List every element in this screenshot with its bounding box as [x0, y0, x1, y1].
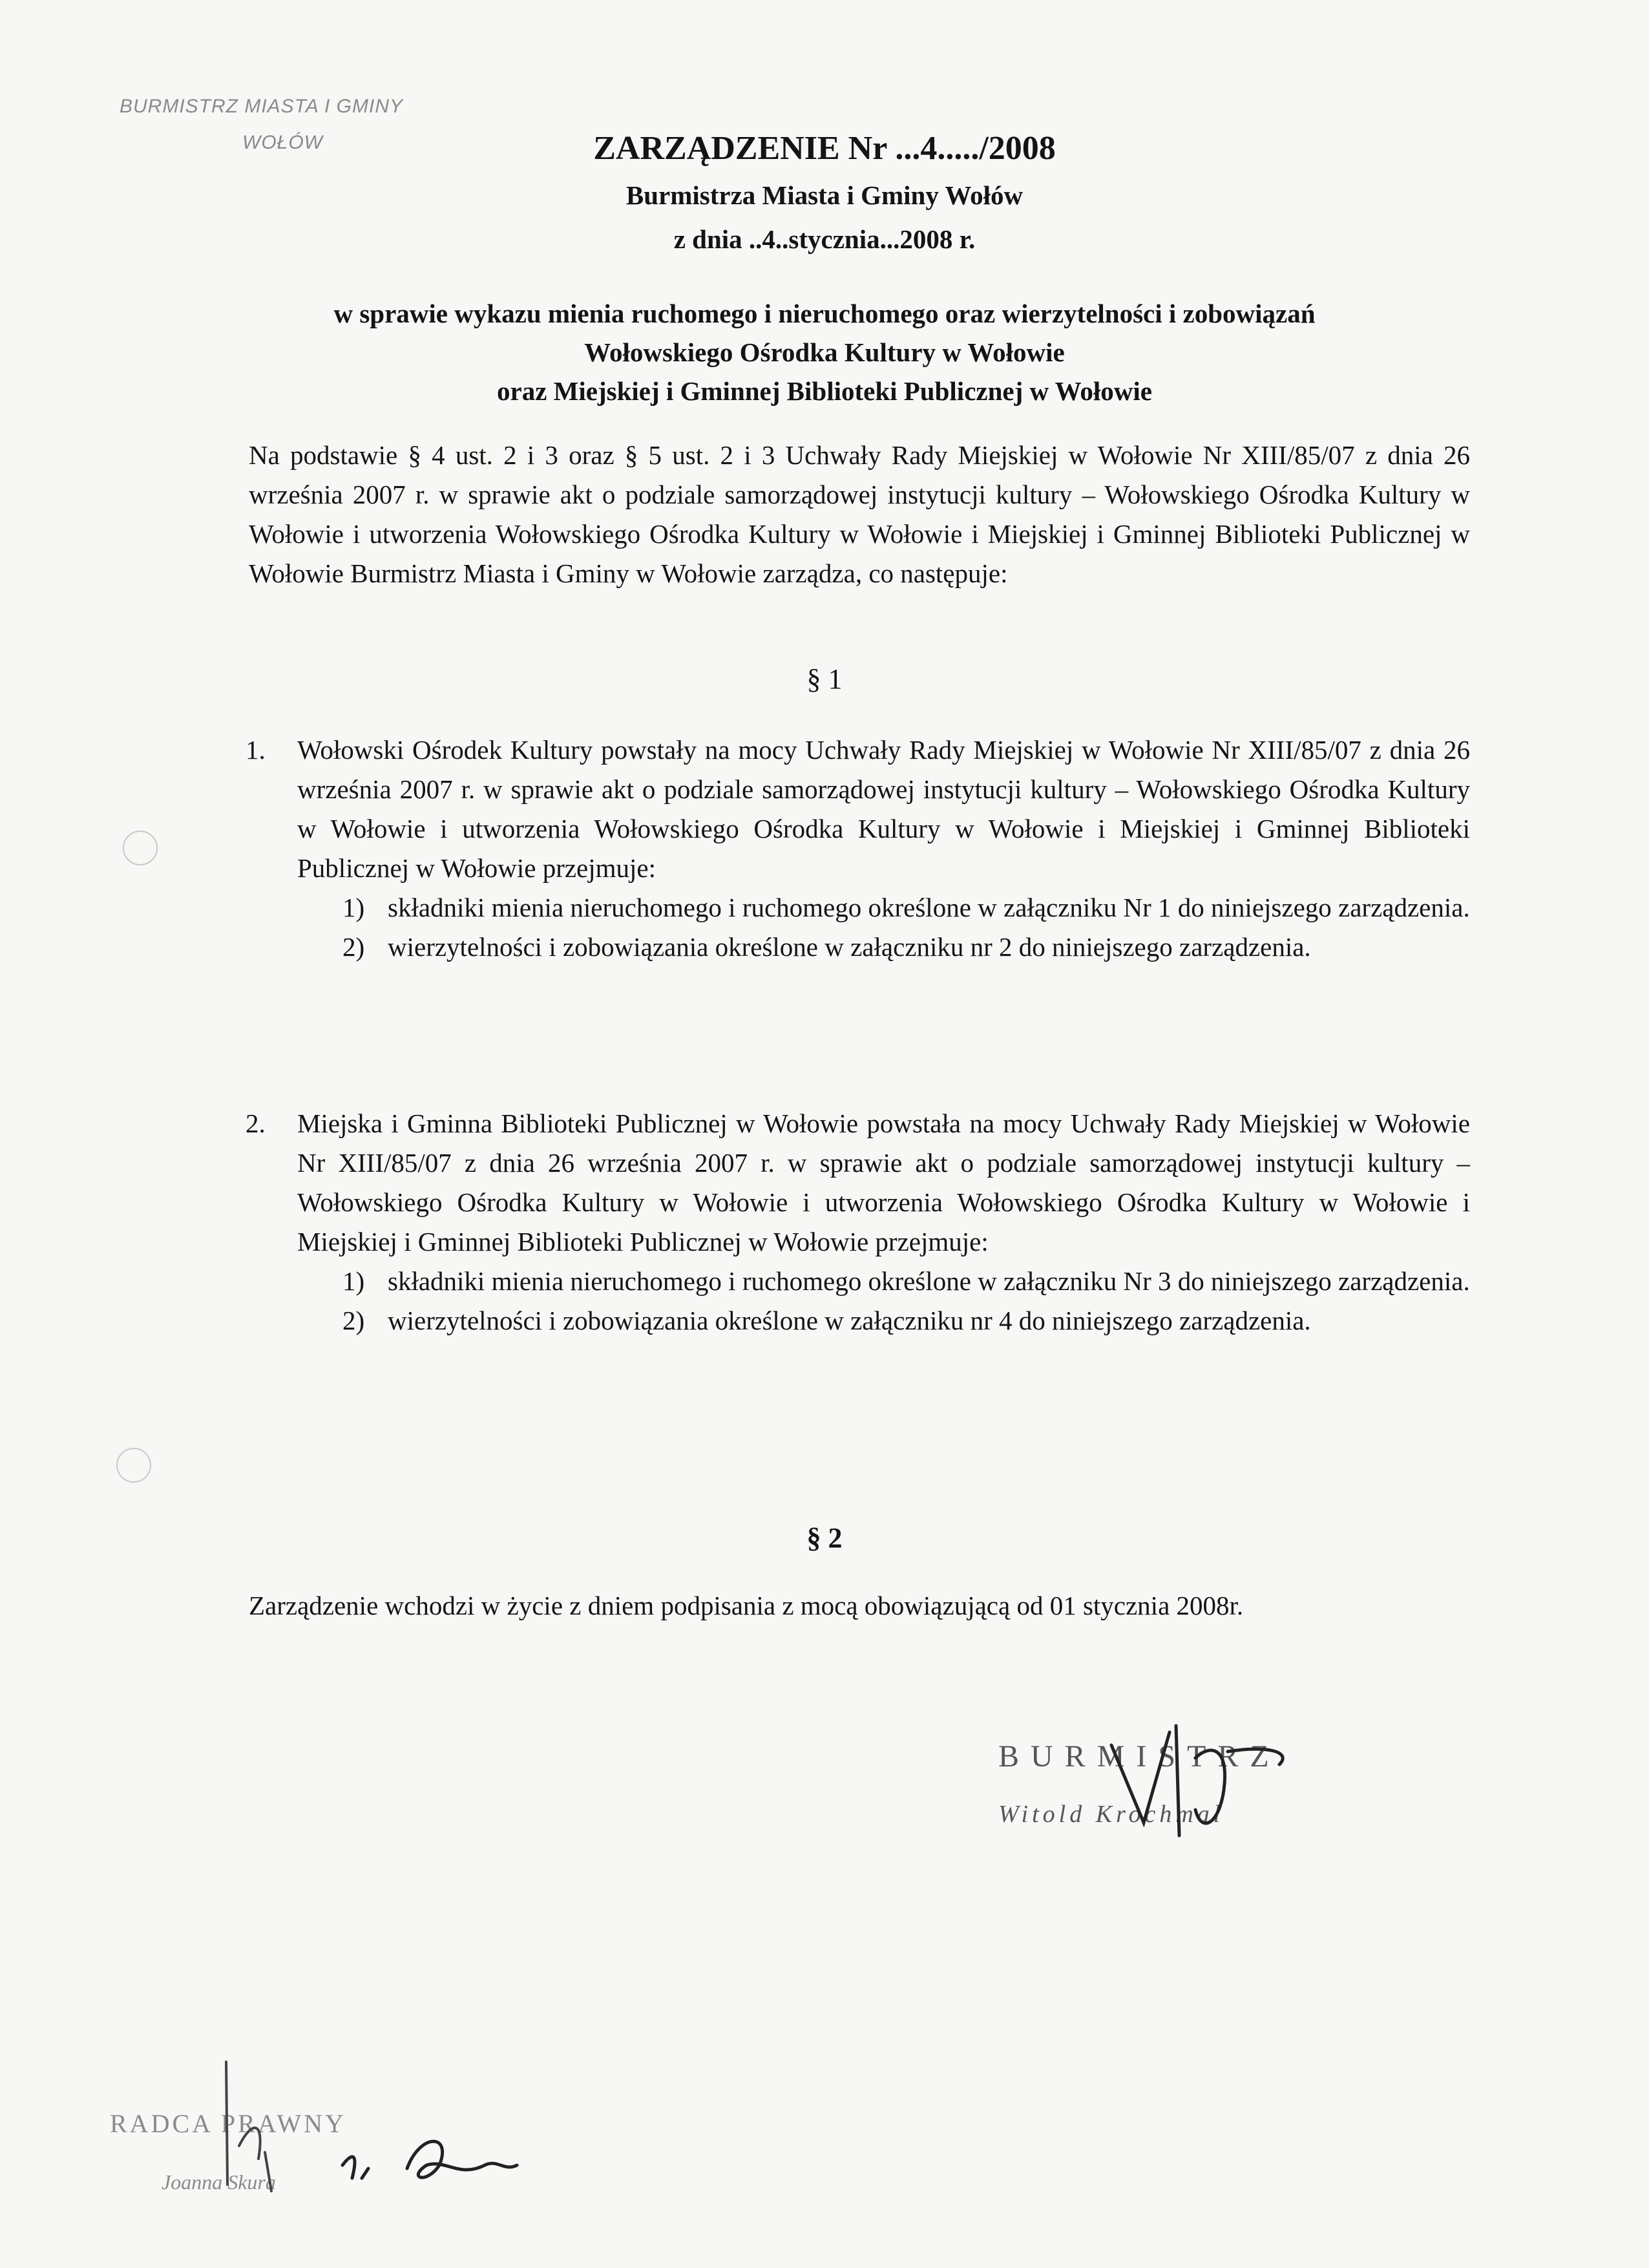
sub-item	[297, 888, 1470, 927]
subject-line-3: oraz Miejskiej i Gminnej Biblioteki Publicznej w Wołowie	[497, 376, 1152, 406]
document-issuer: Burmistrza Miasta i Gminy Wołów	[625, 180, 1024, 210]
office-stamp	[120, 96, 404, 153]
document-subject	[0, 294, 1649, 410]
sub-item-text: wierzytelności i zobowiązania określone w załączniku nr 2 do niniejszego zarządzenia.	[388, 932, 1311, 962]
item-number: 2.	[246, 1108, 266, 1138]
legal-counsel-stamp: RADCA PRAWNY	[110, 2109, 346, 2138]
mayor-stamp: BURMISTRZ	[998, 1739, 1281, 1774]
item-text: Miejska i Gminna Biblioteki Publicznej w Wołowie powstała na mocy Uchwały Rady Miejskiej w Wołowie Nr XIII/85/07 z dnia 26 września 2007 r. w sprawie akt o podziale samorządowej instytucji kultury – Wołowskiego Ośrodka Kultury w Wołowie i utworzenia Wołowskiego Ośrodka Kultury w Wołowie i Miejskiej i Gminnej Biblioteki Publicznej w Wołowie przejmuje:	[297, 1108, 1470, 1256]
section-1-heading: § 1	[806, 663, 843, 695]
item-number: 1.	[246, 735, 266, 765]
section-2-heading: § 2	[806, 1522, 843, 1554]
legal-counsel-signature	[213, 2055, 575, 2204]
punch-hole-bottom	[116, 1448, 151, 1483]
legal-counsel-name: Joanna Skura	[162, 2170, 276, 2194]
sub-item	[297, 1301, 1470, 1341]
section-1-item-1	[246, 730, 1470, 967]
item-text: Wołowski Ośrodek Kultury powstały na mocy Uchwały Rady Miejskiej w Wołowie Nr XIII/85/07 z dnia 26 września 2007 r. w sprawie akt o podziale samorządowej instytucji kultury – Wołowskiego Ośrodka Kultury w Wołowie i utworzenia Wołowskiego Ośrodka Kultury w Wołowie i Miejskiej i Gminnej Biblioteki Publicznej w Wołowie przejmuje:	[297, 735, 1470, 883]
sub-item-number: 2)	[342, 932, 365, 962]
document-title: ZARZĄDZENIE Nr ...4...../2008	[593, 130, 1056, 167]
sub-item-number: 1)	[342, 1266, 365, 1296]
section-1-item-2	[246, 1104, 1470, 1341]
sub-item-text: wierzytelności i zobowiązania określone w załączniku nr 4 do niniejszego zarządzenia.	[388, 1306, 1311, 1335]
sub-item-text: składniki mienia nieruchomego i ruchomego określone w załączniku Nr 1 do niniejszego zarządzenia.	[388, 893, 1470, 922]
sub-item-text: składniki mienia nieruchomego i ruchomego określone w załączniku Nr 3 do niniejszego zarządzenia.	[388, 1266, 1470, 1296]
mayor-name: Witold Krochmal	[998, 1801, 1224, 1828]
subject-line-1: w sprawie wykazu mienia ruchomego i nieruchomego oraz wierzytelności i zobowiązań	[333, 299, 1316, 328]
sub-item-number: 1)	[342, 893, 365, 922]
office-stamp-line1: BURMISTRZ MIASTA I GMINY	[120, 96, 404, 117]
mayor-signature	[1098, 1706, 1305, 1849]
legal-basis-paragraph: Na podstawie § 4 ust. 2 i 3 oraz § 5 ust. 2 i 3 Uchwały Rady Miejskiej w Wołowie Nr XIII/85/07 z dnia 26 września 2007 r. w sprawie akt o podziale samorządowej instytucji kultury – Wołowskiego Ośrodka Kultury w Wołowie i utworzenia Wołowskiego Ośrodka Kultury w Wołowie i Miejskiej i Gminnej Biblioteki Publicznej w Wołowie Burmistrz Miasta i Gminy w Wołowie zarządza, co następuje:	[249, 440, 1470, 588]
sub-item	[297, 927, 1470, 967]
sub-item-number: 2)	[342, 1306, 365, 1335]
section-2-text: Zarządzenie wchodzi w życie z dniem podpisania z mocą obowiązującą od 01 stycznia 2008r.	[249, 1591, 1244, 1620]
punch-hole-top	[123, 831, 158, 865]
subject-line-2: Wołowskiego Ośrodka Kultury w Wołowie	[584, 337, 1065, 367]
sub-item	[297, 1262, 1470, 1301]
document-date: z dnia ..4..stycznia...2008 r.	[673, 224, 976, 254]
office-stamp-line2: WOŁÓW	[242, 132, 323, 153]
